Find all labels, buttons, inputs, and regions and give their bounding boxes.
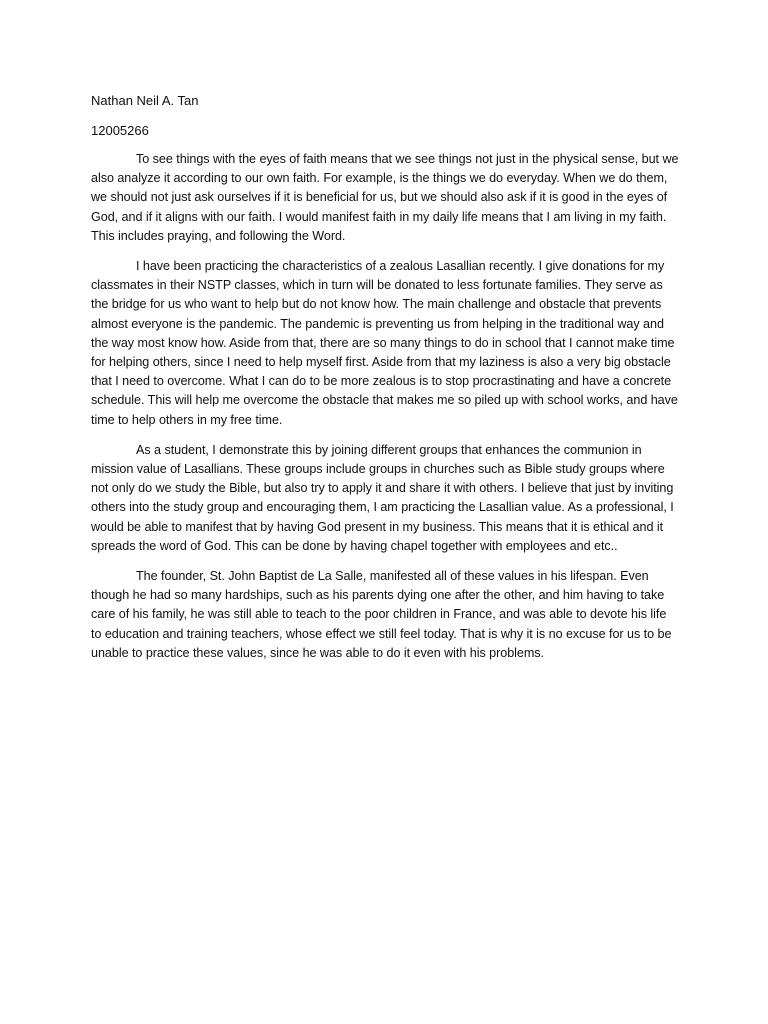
essay-body [91, 150, 679, 663]
student-id: 12005266 [91, 123, 149, 138]
essay-paragraph: I have been practicing the characteristics of a zealous Lasallian recently. I give donations for my classmates in their NSTP classes, which in turn will be donated to less fortunate families. They serve as the bridge for us who want to help but do not know how. The main challenge and obstacle that prevents almost everyone is the pandemic. The pandemic is preventing us from helping in the traditional way and the way most know how. Aside from that, there are so many things to do in school that I cannot make time for helping others, since I need to help myself first. Aside from that my laziness is also a very big obstacle that I need to overcome. What I can do to be more zealous is to stop procrastinating and have a concrete schedule. This will help me overcome the obstacle that makes me so piled up with school works, and have time to help others in my free time. [91, 259, 678, 427]
essay-paragraph: The founder, St. John Baptist de La Salle, manifested all of these values in his lifespan. Even though he had so many hardships, such as his parents dying one after the other, and him having to take care of his family, he was still able to teach to the poor children in France, and was able to devote his life to education and training teachers, whose effect we still feel today. That is why it is no excuse for us to be unable to practice these values, since he was able to do it even with his problems. [91, 569, 672, 660]
essay-paragraph: To see things with the eyes of faith means that we see things not just in the physical sense, but we also analyze it according to our own faith. For example, is the things we do everyday. When we do them, we should not just ask ourselves if it is beneficial for us, but we should also ask if it is good in the eyes of God, and if it aligns with our faith. I would manifest faith in my daily life means that I am living in my faith. This includes praying, and following the Word. [91, 152, 679, 243]
essay-paragraph: As a student, I demonstrate this by joining different groups that enhances the communion in mission value of Lasallians. These groups include groups in churches such as Bible study groups where not only do we study the Bible, but also try to apply it and share it with others. I believe that just by inviting others into the study group and encouraging them, I am practicing the Lasallian value. As a professional, I would be able to manifest that by having God present in my business. This means that it is ethical and it spreads the word of God. This can be done by having chapel together with employees and etc.. [91, 442, 674, 553]
author-name: Nathan Neil A. Tan [91, 93, 199, 108]
document-content [91, 91, 679, 674]
